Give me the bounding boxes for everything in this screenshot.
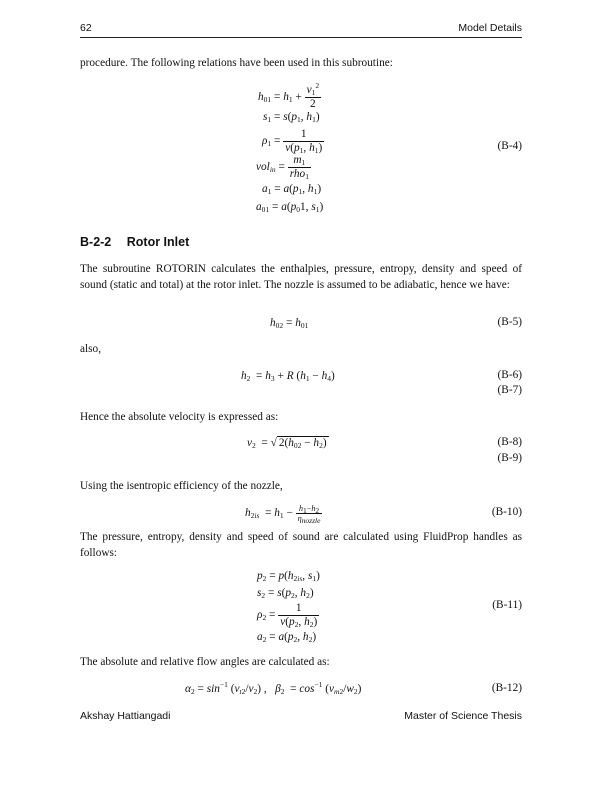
equation-number-b6: (B-6) bbox=[497, 369, 522, 381]
equation-a2: $a_2 = a(p_2$, $h_2$) bbox=[257, 631, 317, 644]
page-header bbox=[80, 22, 522, 38]
paragraph-fluidprop: The pressure, entropy, density and speed of sound are calculated using FluidProp handles as follows: bbox=[80, 531, 522, 559]
paragraph-flow-angles: The absolute and relative flow angles are calculated as: bbox=[80, 656, 330, 668]
page-number: 62 bbox=[80, 22, 92, 34]
equation-vol-in: vol$_{in}$ = $\frac{m_1}{rho_1}$ bbox=[256, 154, 309, 181]
equation-number-b10: (B-10) bbox=[491, 506, 522, 518]
equation-number-b7: (B-7) bbox=[497, 384, 522, 396]
paragraph-velocity: Hence the absolute velocity is expressed as: bbox=[80, 411, 279, 423]
chapter-title: Model Details bbox=[458, 22, 522, 34]
equation-number-b9: (B-9) bbox=[497, 452, 522, 464]
footer-thesis: Master of Science Thesis bbox=[404, 710, 522, 722]
equation-number-b4: (B-4) bbox=[497, 140, 522, 152]
equation-rho1: $\rho_1$ = $\frac{1}{\nu(p_1, h_1)}$ bbox=[262, 128, 323, 155]
section-heading bbox=[80, 235, 189, 249]
equation-s1: $s_1 = s(p_1$, $h_1$) bbox=[263, 111, 320, 124]
paragraph-also: also, bbox=[80, 343, 102, 355]
equation-a1: $a_1 = a(p_1$, $h_1$) bbox=[262, 183, 322, 196]
equation-h02: $h_{02} = h_{01}$ bbox=[270, 317, 309, 330]
paragraph-rotorin: The subroutine ROTORIN calculates the enthalpies, pressure, entropy, density and speed of sound (static and total) at the rotor inlet. The nozzle is assumed to be adiabatic, hence we have: bbox=[80, 263, 522, 291]
equation-number-b8: (B-8) bbox=[497, 436, 522, 448]
paragraph-isentropic: Using the isentropic efficiency of the nozzle, bbox=[80, 480, 283, 492]
header-rule bbox=[80, 37, 522, 38]
equation-v2: $v_2$ = √ $2(h_{02} - h_2)$ bbox=[247, 437, 327, 450]
equation-p2: $p_2 = p(h_{2is}$, $s_1$) bbox=[257, 570, 320, 583]
footer-author: Akshay Hattiangadi bbox=[80, 710, 171, 722]
equation-h2: $h_2 = h_3 + R$ $(h_1 - h_4)$ bbox=[241, 370, 335, 383]
equation-h01: $h_{01} = h_1$ + $\frac{v_1^2}{2}$ bbox=[258, 81, 320, 110]
equation-number-b11: (B-11) bbox=[492, 599, 522, 611]
equation-a01: $a_{01} = a(p_01$, $s_1$) bbox=[256, 201, 324, 214]
equation-s2: $s_2 = s(p_2$, $h_2$) bbox=[257, 587, 314, 600]
equation-rho2: $\rho_2$ = $\frac{1}{\nu(p_2, h_2)}$ bbox=[257, 602, 318, 629]
section-title: Rotor Inlet bbox=[126, 235, 190, 249]
section-number: B-2-2 bbox=[80, 235, 112, 249]
equation-number-b5: (B-5) bbox=[497, 316, 522, 328]
equation-flow-angles: $\alpha_2 = \sin^{-1} (v_{t2}/v_2)$ , $\beta_2 = \cos^{-1} (v_{m2}/w_2)$ bbox=[185, 680, 362, 696]
paragraph-intro: procedure. The following relations have been used in this subroutine: bbox=[80, 57, 393, 69]
equation-h2is: $h_{2is} = h_1$ − $\frac{h_1-h_2}{\eta_{nozzle}}$ bbox=[245, 504, 321, 525]
equation-number-b12: (B-12) bbox=[491, 682, 522, 694]
